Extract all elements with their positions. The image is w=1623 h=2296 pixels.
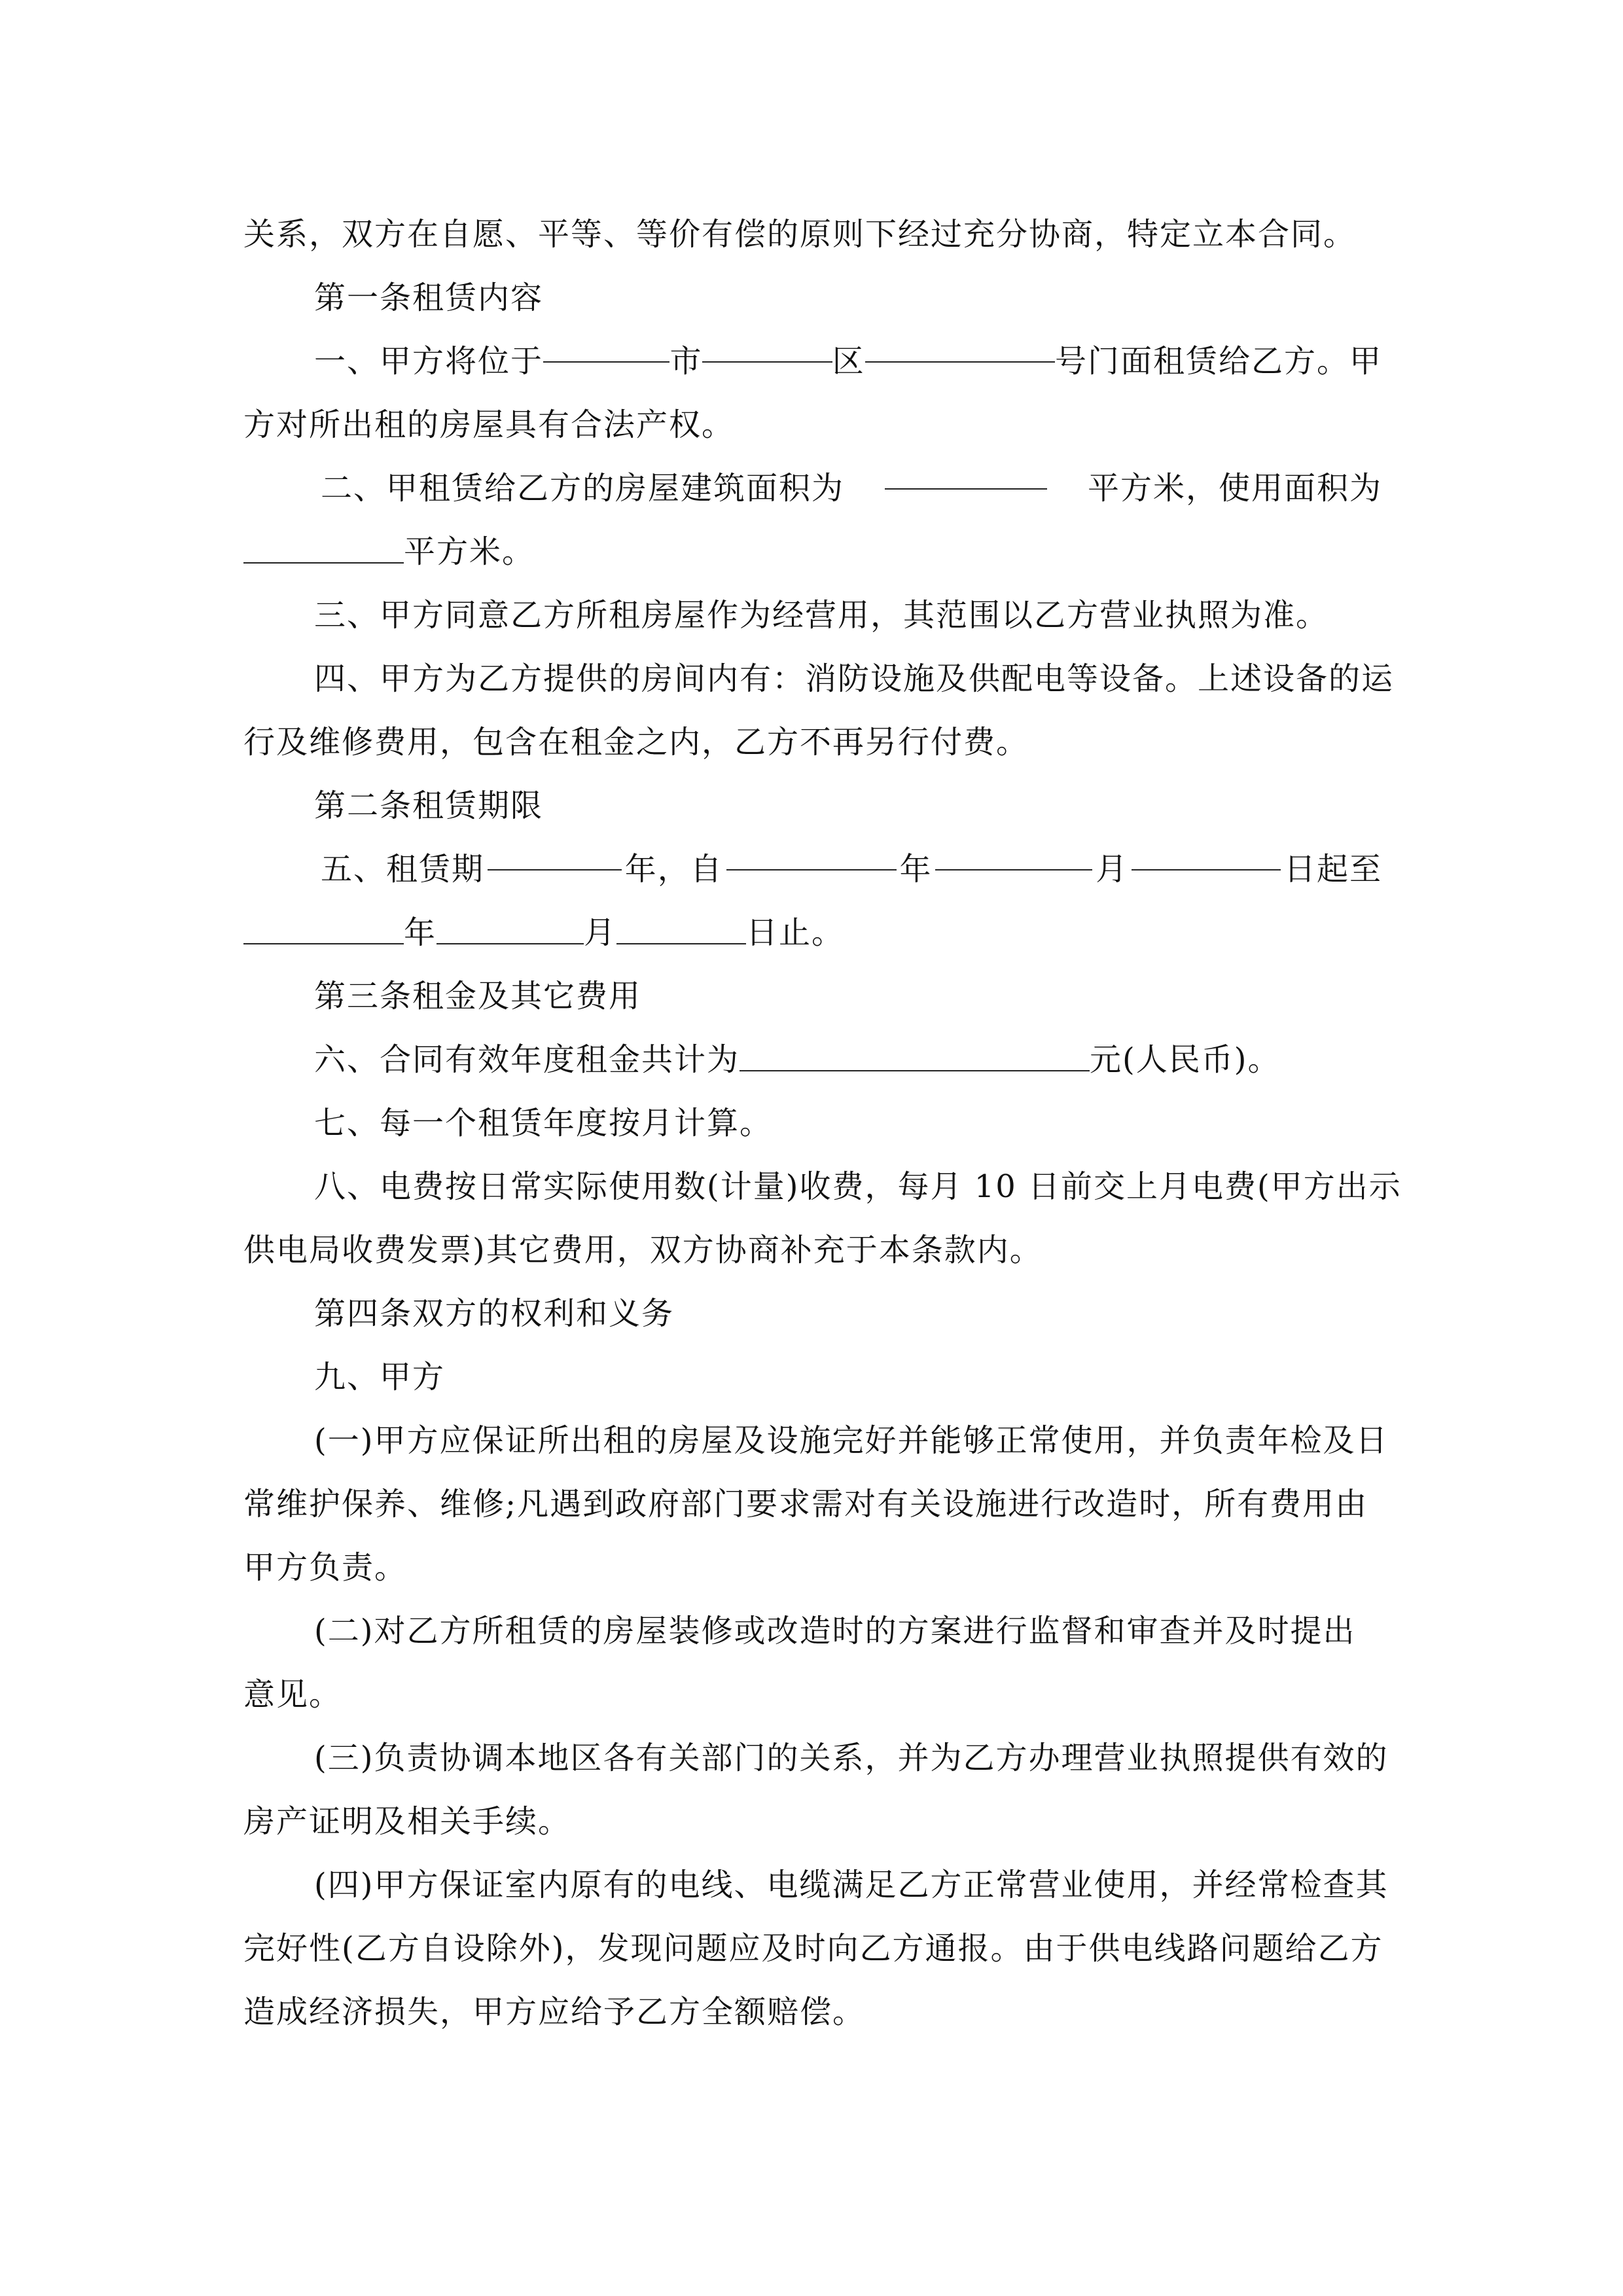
section-heading-rent-fees: 第三条租金及其它费用 xyxy=(314,978,642,1014)
start-year-blank xyxy=(726,839,897,870)
clause-8-line-1: 八、电费按日常实际使用数(计量)收费，每月 10 日前交上月电费(甲方出示 xyxy=(314,1168,1402,1205)
item-1-line-2: 常维护保养、维修;凡遇到政府部门要求需对有关设施进行改造时，所有费用由 xyxy=(243,1486,1368,1522)
section-heading-rights-obligations: 第四条双方的权利和义务 xyxy=(314,1295,675,1332)
street-number-blank xyxy=(865,331,1055,363)
item-3-line-1: (三)负责协调本地区各有关部门的关系，并为乙方办理营业执照提供有效的 xyxy=(314,1740,1389,1776)
term-years-blank xyxy=(488,839,622,870)
usable-area-blank xyxy=(243,532,404,564)
contract-body xyxy=(243,203,1402,2044)
clause-5-line-1: 五、租赁期 年，自 年 月 日起至 xyxy=(243,838,1382,901)
start-day-blank xyxy=(1132,839,1281,870)
item-2-line-1: (二)对乙方所租赁的房屋装修或改造时的方案进行监督和审查并及时提出 xyxy=(314,1613,1356,1649)
district-blank xyxy=(702,331,832,363)
clause-2-line-2: 平方米。 xyxy=(243,520,1382,584)
clause-8-line-2: 供电局收费发票)其它费用，双方协商补充于本条款内。 xyxy=(243,1232,1043,1268)
end-day-blank xyxy=(616,913,746,944)
clause-4-line-2: 行及维修费用，包含在租金之内，乙方不再另行付费。 xyxy=(243,724,1029,761)
item-1-line-1: (一)甲方应保证所出租的房屋及设施完好并能够正常使用，并负责年检及日 xyxy=(314,1422,1389,1459)
clause-3: 三、甲方同意乙方所租房屋作为经营用，其范围以乙方营业执照为准。 xyxy=(314,597,1329,634)
item-3-line-2: 房产证明及相关手续。 xyxy=(243,1803,571,1840)
clause-2-line-1: 二、甲租赁给乙方的房屋建筑面积为 平方米，使用面积为 xyxy=(243,457,1382,520)
item-4-line-2: 完好性(乙方自设除外)，发现问题应及时向乙方通报。由于供电线路问题给乙方 xyxy=(243,1930,1383,1967)
paragraph-line xyxy=(243,203,1382,266)
section-heading-lease-content: 第一条租赁内容 xyxy=(314,279,544,316)
clause-7: 七、每一个租赁年度按月计算。 xyxy=(314,1105,773,1141)
text-line: 关系，双方在自愿、平等、等价有偿的原则下经过充分协商，特定立本合同。 xyxy=(243,216,1357,253)
end-month-blank xyxy=(437,913,584,944)
clause-4-line-1: 四、甲方为乙方提供的房间内有：消防设施及供配电等设备。上述设备的运 xyxy=(314,660,1395,697)
section-heading-lease-term: 第二条租赁期限 xyxy=(314,787,544,824)
clause-6: 六、合同有效年度租金共计为 元(人民币)。 xyxy=(314,1041,1281,1078)
clause-1-line-1: 一、甲方将位于 市 区 号门面租赁给乙方。甲 xyxy=(243,330,1382,393)
item-1-line-3: 甲方负责。 xyxy=(243,1549,408,1586)
item-2-line-2: 意见。 xyxy=(243,1676,342,1713)
clause-9-heading: 九、甲方 xyxy=(314,1359,446,1395)
clause-1-line-2: 方对所出租的房屋具有合法产权。 xyxy=(243,406,735,443)
city-blank xyxy=(543,331,669,363)
start-month-blank xyxy=(935,839,1092,870)
item-4-line-3: 造成经济损失，甲方应给予乙方全额赔偿。 xyxy=(243,1994,866,2030)
clause-5-line-2: 年 月 日止。 xyxy=(243,901,1382,965)
item-4-line-1: (四)甲方保证室内原有的电线、电缆满足乙方正常营业使用，并经常检查其 xyxy=(314,1867,1389,1903)
annual-rent-blank xyxy=(740,1040,1090,1071)
building-area-blank xyxy=(885,458,1047,490)
end-year-blank xyxy=(243,913,404,944)
